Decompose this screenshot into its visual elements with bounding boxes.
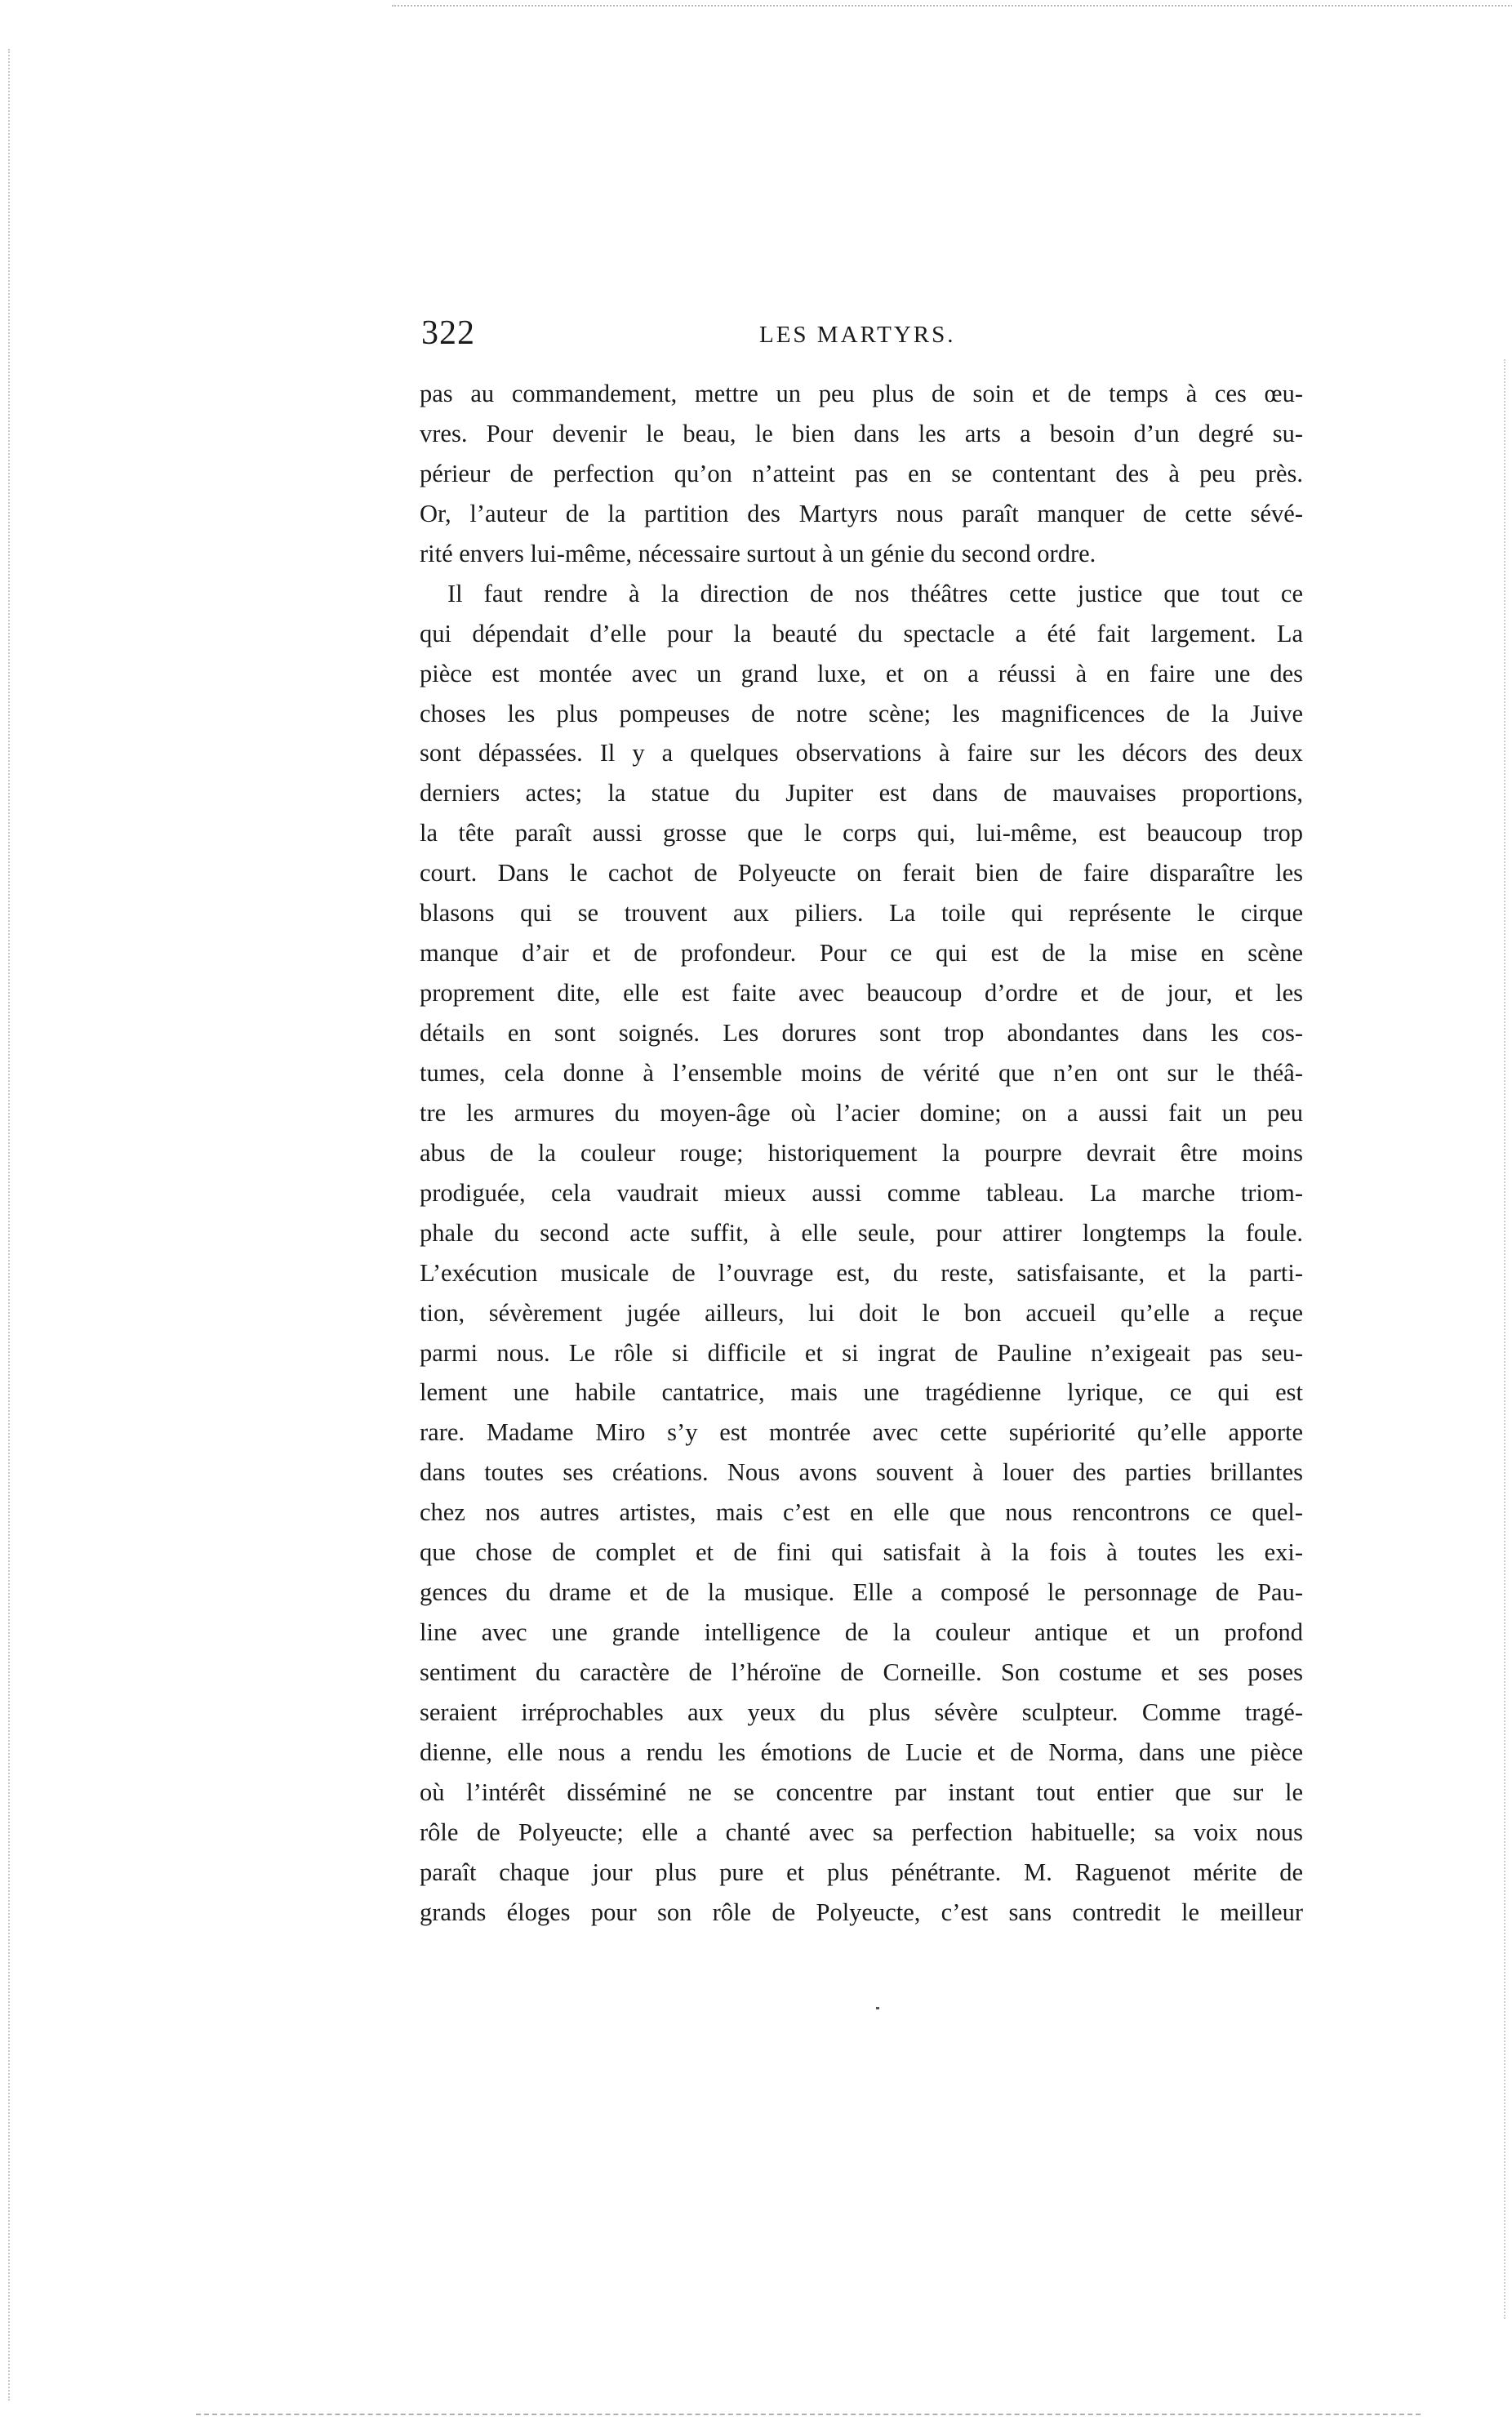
text-line: la tête paraît aussi grosse que le corps qui, lui-même, est beaucoup trop	[420, 819, 1303, 848]
text-line: périeur de perfection qu’on n’atteint pas en se contentant des à peu près.	[420, 459, 1303, 487]
text-line: pas au commandement, mettre un peu plus de soin et de temps à ces œu-	[420, 380, 1303, 407]
text-line: Or, l’auteur de la partition des Martyrs nous paraît manquer de cette sévé-	[420, 499, 1303, 527]
text-line: manque d’air et de profondeur. Pour ce qui est de la mise en scène	[420, 939, 1303, 968]
scan-edge-bottom	[196, 2414, 1421, 2415]
text-line: grands éloges pour son rôle de Polyeucte, c’est sans contredit le meilleur	[420, 1898, 1303, 1926]
text-line: phale du second acte suffit, à elle seule, pour attirer longtemps la foule.	[420, 1218, 1303, 1247]
text-line: lement une habile cantatrice, mais une tragédienne lyrique, ce qui est	[420, 1378, 1303, 1407]
text-line: pièce est montée avec un grand luxe, et on a réussi à en faire une des	[420, 659, 1303, 687]
text-line: paraît chaque jour plus pure et plus pénétrante. M. Raguenot mérite de	[420, 1858, 1303, 1886]
text-line: derniers actes; la statue du Jupiter est dans de mauvaises proportions,	[420, 779, 1303, 808]
scan-edge-top	[392, 0, 1512, 7]
text-line: prodiguée, cela vaudrait mieux aussi comme tableau. La marche triom-	[420, 1178, 1303, 1207]
text-line: parmi nous. Le rôle si difficile et si ingrat de Pauline n’exigeait pas seu-	[420, 1338, 1303, 1367]
text-line: tumes, cela donne à l’ensemble moins de vérité que n’en ont sur le théâ-	[420, 1058, 1303, 1087]
text-line: L’exécution musicale de l’ouvrage est, du reste, satisfaisante, et la parti-	[420, 1258, 1303, 1287]
page-header	[421, 314, 1308, 363]
text-line: tre les armures du moyen-âge où l’acier domine; on a aussi fait un peu	[420, 1098, 1303, 1127]
running-title: LES MARTYRS.	[759, 322, 956, 348]
text-line: choses les plus pompeuses de notre scène; les magnificences de la Juive	[420, 699, 1303, 728]
text-line: seraient irréprochables aux yeux du plus sévère sculpteur. Comme tragé-	[420, 1698, 1303, 1726]
text-line: sont dépassées. Il y a quelques observations à faire sur les décors des deux	[420, 739, 1303, 768]
text-line: line avec une grande intelligence de la couleur antique et un profond	[420, 1618, 1303, 1647]
body-text	[420, 374, 1303, 1933]
scan-edge-right	[1504, 359, 1505, 2319]
text-line: proprement dite, elle est faite avec beaucoup d’ordre et de jour, et les	[420, 979, 1303, 1008]
text-line: abus de la couleur rouge; historiquement la pourpre devrait être moins	[420, 1138, 1303, 1167]
text-line: sentiment du caractère de l’héroïne de Corneille. Son costume et ses poses	[420, 1658, 1303, 1686]
text-line: rôle de Polyeucte; elle a chanté avec sa perfection habituelle; sa voix nous	[420, 1818, 1303, 1846]
text-line: où l’intérêt disséminé ne se concentre par instant tout entier que sur le	[420, 1778, 1303, 1806]
text-line: dienne, elle nous a rendu les émotions de Lucie et de Norma, dans une pièce	[420, 1738, 1303, 1766]
text-line: rare. Madame Miro s’y est montrée avec cette supériorité qu’elle apporte	[420, 1418, 1303, 1447]
text-line: détails en sont soignés. Les dorures sont trop abondantes dans les cos-	[420, 1019, 1303, 1047]
ink-speck	[876, 2007, 879, 2009]
scan-edge-left	[8, 49, 10, 2401]
page-number: 322	[421, 314, 475, 352]
text-line: blasons qui se trouvent aux piliers. La toile qui représente le cirque	[420, 899, 1303, 928]
text-line: chez nos autres artistes, mais c’est en elle que nous rencontrons ce quel-	[420, 1498, 1303, 1527]
text-line: vres. Pour devenir le beau, le bien dans les arts a besoin d’un degré su-	[420, 419, 1303, 447]
text-line: dans toutes ses créations. Nous avons souvent à louer des parties brillantes	[420, 1458, 1303, 1487]
text-line: qui dépendait d’elle pour la beauté du spectacle a été fait largement. La	[420, 619, 1303, 647]
text-line: Il faut rendre à la direction de nos théâtres cette justice que tout ce	[447, 579, 1303, 607]
text-line: rité envers lui-même, nécessaire surtout à un génie du second ordre.	[420, 539, 1096, 567]
text-line: gences du drame et de la musique. Elle a composé le personnage de Pau-	[420, 1578, 1303, 1607]
text-line: que chose de complet et de fini qui satisfait à la fois à toutes les exi-	[420, 1538, 1303, 1567]
text-line: court. Dans le cachot de Polyeucte on ferait bien de faire disparaître les	[420, 859, 1303, 888]
text-line: tion, sévèrement jugée ailleurs, lui doit le bon accueil qu’elle a reçue	[420, 1298, 1303, 1327]
